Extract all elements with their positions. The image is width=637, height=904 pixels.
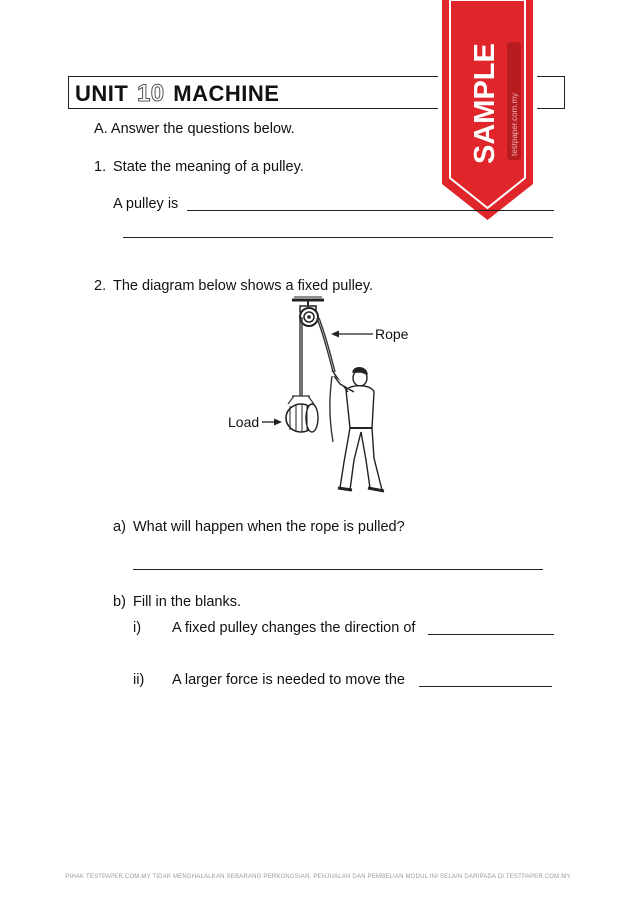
q2b-text: Fill in the blanks.	[133, 594, 241, 610]
sample-banner-subtext: testpaper.com.my	[510, 92, 519, 156]
footer-disclaimer: PIHAK TESTPAPER.COM.MY TIDAK MENGHALALKAN SEBARANG PERKONGSIAN, PENJUALAN DAN PEMBELIAN MODUL INI SELAIN DARIPADA DI TESTPAPER.COM.MY.	[65, 874, 572, 880]
unit-number: 10	[136, 80, 165, 107]
barrel-icon	[286, 396, 318, 432]
q2b-item-1-number: i)	[133, 620, 142, 636]
q2b-item-1-blank[interactable]	[428, 634, 554, 635]
sample-banner-text: SAMPLE	[469, 43, 501, 164]
pulley-icon	[292, 297, 324, 326]
q1-answer-prefix: A pulley is	[113, 196, 179, 212]
q1-number: 1.	[94, 159, 107, 175]
load-arrow-icon	[262, 419, 282, 426]
unit-title	[75, 80, 279, 108]
rope-label: Rope	[375, 326, 409, 342]
rope-arrow-icon	[331, 331, 373, 338]
q2a-answer-line[interactable]	[133, 569, 543, 570]
q2b-item-2-number: ii)	[133, 672, 145, 688]
q2a-label: a)	[113, 519, 126, 535]
q1-answer-line-2[interactable]	[123, 237, 553, 238]
q2-number: 2.	[94, 278, 107, 294]
load-label: Load	[228, 414, 260, 430]
q2b-item-1-text: A fixed pulley changes the direction of	[172, 620, 416, 636]
sample-banner	[436, 0, 539, 228]
q2-text: The diagram below shows a fixed pulley.	[113, 278, 374, 294]
q2b-item-2-text: A larger force is needed to move the	[172, 672, 405, 688]
man-pulling-icon	[332, 368, 384, 491]
unit-subject: MACHINE	[173, 81, 280, 106]
q1-text: State the meaning of a pulley.	[113, 159, 304, 175]
section-a-heading: A. Answer the questions below.	[94, 121, 295, 137]
q1-answer-line-1[interactable]	[187, 210, 554, 211]
q2a-text: What will happen when the rope is pulled?	[133, 519, 405, 535]
q2b-item-2-blank[interactable]	[419, 686, 552, 687]
fixed-pulley-diagram	[220, 292, 420, 502]
q2b-label: b)	[113, 594, 126, 610]
unit-label: UNIT	[75, 81, 129, 106]
